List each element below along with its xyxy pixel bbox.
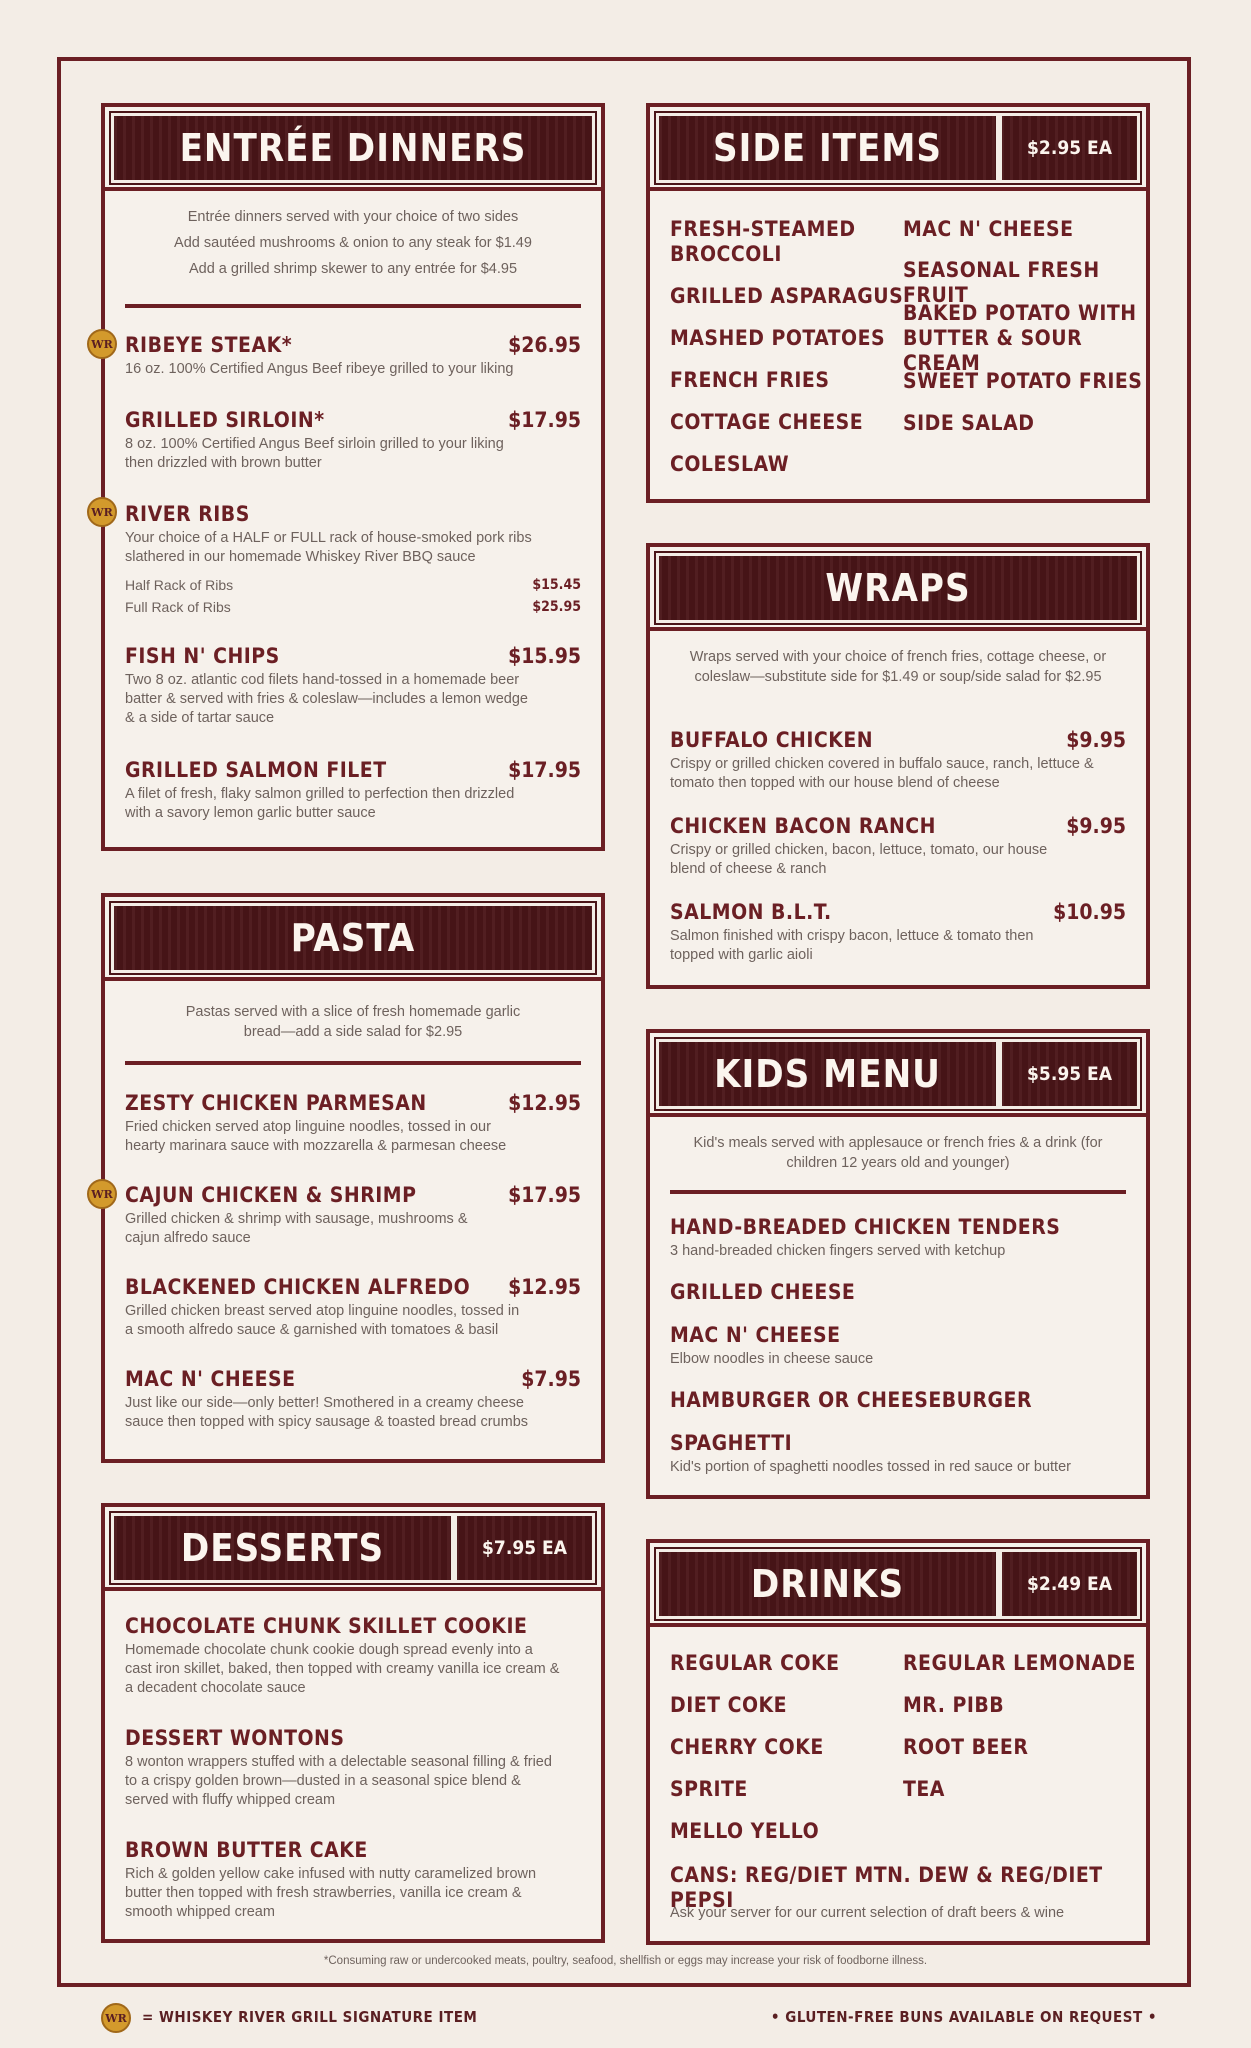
- disclaimer: *Consuming raw or undercooked meats, poultry, seafood, shellfish or eggs may increase your risk of foodborne illness.: [323, 1955, 928, 1967]
- section-price: $2.95 EA: [996, 116, 1137, 180]
- drink-item: REGULAR LEMONADE: [903, 1651, 1136, 1675]
- menu-item: [670, 1322, 1126, 1369]
- item-desc: Grilled chicken breast served atop linguine noodles, tossed in a smooth alfredo sauce & garnished with tomatoes & basil: [125, 1303, 520, 1338]
- signature-badge-icon: WR: [87, 329, 117, 359]
- item-desc: A filet of fresh, flaky salmon grilled to perfection then drizzled with a savory lemon garlic butter sauce: [125, 786, 515, 821]
- drinks-panel: [646, 1539, 1150, 1945]
- menu-item: [125, 501, 581, 567]
- section-price: $2.49 EA: [996, 1552, 1137, 1616]
- signature-badge-icon: WR: [101, 2003, 131, 2033]
- side-item: SWEET POTATO FRIES: [903, 369, 1143, 393]
- item-desc: Crispy or grilled chicken covered in buffalo sauce, ranch, lettuce & tomato then topped with our house blend of cheese: [670, 756, 1094, 791]
- header-divider: [105, 187, 601, 191]
- header-divider: [105, 977, 601, 981]
- drink-item: MELLO YELLO: [670, 1819, 820, 1843]
- note-line: Pastas served with a slice of fresh homemade garlic bread—add a side salad for $2.95: [185, 1004, 521, 1040]
- sides-panel: [646, 103, 1150, 503]
- option-price: $15.45: [532, 577, 581, 593]
- side-item: COTTAGE CHEESE: [670, 410, 864, 434]
- item-desc: 8 oz. 100% Certified Angus Beef sirloin grilled to your liking then drizzled with brown butter: [125, 436, 504, 471]
- note-line: Wraps served with your choice of french fries, cottage cheese, or coleslaw—substitute side for $1.49 or soup/side salad for $2.95: [689, 649, 1107, 685]
- item-name: HAMBURGER OR CHEESEBURGER: [670, 1388, 1033, 1412]
- menu-item: [125, 1274, 581, 1340]
- item-desc: 16 oz. 100% Certified Angus Beef ribeye grilled to your liking: [125, 361, 514, 377]
- item-name: BROWN BUTTER CAKE: [125, 1838, 368, 1862]
- section-rule: [670, 1190, 1126, 1194]
- desserts-panel: [101, 1503, 605, 1943]
- side-item: SEASONAL FRESH FRUIT: [903, 258, 1100, 307]
- item-name: GRILLED SIRLOIN*: [125, 408, 325, 432]
- drink-item: MR. PIBB: [903, 1693, 1005, 1717]
- item-desc: Homemade chocolate chunk cookie dough spread evenly into a cast iron skillet, baked, then topped with creamy vanilla ice cream & a decadent chocolate sauce: [125, 1642, 560, 1696]
- section-rule: [125, 1061, 581, 1065]
- drink-item: ROOT BEER: [903, 1735, 1029, 1759]
- item-desc: 8 wonton wrappers stuffed with a delectable seasonal filling & fried to a crispy golden brown—dusted in a seasonal spice blend & served with fluffy whipped cream: [125, 1754, 552, 1808]
- signature-badge-icon: WR: [87, 1179, 117, 1209]
- menu-item: [125, 1090, 581, 1156]
- item-name: BLACKENED CHICKEN ALFREDO: [125, 1275, 471, 1299]
- item-desc: Rich & golden yellow cake infused with nutty caramelized brown butter then topped with fresh strawberries, vanilla ice cream & smooth whipped cream: [125, 1866, 537, 1920]
- item-desc: 3 hand-breaded chicken fingers served with ketchup: [670, 1243, 1006, 1259]
- item-price: $17.95: [508, 408, 581, 432]
- gluten-free-note: • GLUTEN-FREE BUNS AVAILABLE ON REQUEST •: [770, 2008, 1157, 2026]
- wraps-panel: [646, 543, 1150, 989]
- wraps-header: [656, 553, 1140, 623]
- menu-item: [670, 727, 1126, 793]
- signature-badge-icon: WR: [87, 497, 117, 527]
- header-divider: [105, 1587, 601, 1591]
- drink-item: REGULAR COKE: [670, 1651, 840, 1675]
- item-name: BUFFALO CHICKEN: [670, 728, 874, 752]
- drink-item: CHERRY COKE: [670, 1735, 824, 1759]
- item-desc: Just like our side—only better! Smothered in a creamy cheese sauce then topped with spicy sausage & toasted bread crumbs: [125, 1395, 529, 1430]
- desserts-header: [111, 1513, 595, 1583]
- header-divider: [650, 187, 1146, 191]
- menu-item: [125, 1725, 581, 1810]
- entree-panel: [101, 103, 605, 851]
- entree-header: [111, 113, 595, 183]
- entree-notes: [125, 207, 581, 279]
- side-item: FRESH-STEAMED BROCCOLI: [670, 217, 856, 266]
- kids-panel: [646, 1029, 1150, 1499]
- item-name: MAC N' CHEESE: [125, 1367, 296, 1391]
- pasta-note: [185, 1002, 521, 1042]
- item-price: $9.95: [1066, 728, 1126, 752]
- item-name: RIBEYE STEAK*: [125, 333, 293, 357]
- item-name: HAND-BREADED CHICKEN TENDERS: [670, 1215, 1061, 1239]
- section-title: KIDS MENU: [714, 1052, 941, 1096]
- item-price: $10.95: [1053, 900, 1126, 924]
- note-line: Add sautéed mushrooms & onion to any steak for $1.49: [174, 235, 532, 251]
- kids-header: [656, 1039, 1140, 1109]
- item-name: FISH N' CHIPS: [125, 644, 280, 668]
- menu-item: [125, 1613, 581, 1698]
- item-desc: Fried chicken served atop linguine noodles, tossed in our hearty marinara sauce with mozzarella & parmesan cheese: [125, 1119, 507, 1154]
- menu-item: [670, 1430, 1126, 1477]
- side-item: COLESLAW: [670, 452, 790, 476]
- item-price: $26.95: [508, 333, 581, 357]
- menu-item: [670, 1214, 1126, 1261]
- wraps-note: [676, 647, 1120, 687]
- side-item: SIDE SALAD: [903, 411, 1035, 435]
- drink-item: DIET COKE: [670, 1693, 788, 1717]
- item-name: GRILLED SALMON FILET: [125, 758, 387, 782]
- drink-cans: CANS: REG/DIET MTN. DEW & REG/DIET PEPSI: [670, 1863, 1103, 1912]
- kids-note: [690, 1133, 1106, 1173]
- pasta-header: [111, 903, 595, 973]
- item-price: $12.95: [508, 1275, 581, 1299]
- option-price: $25.95: [532, 599, 581, 615]
- item-price: $17.95: [508, 758, 581, 782]
- side-item: BAKED POTATO WITH BUTTER & SOUR CREAM: [903, 301, 1137, 375]
- section-title: SIDE ITEMS: [712, 126, 943, 170]
- item-desc: Grilled chicken & shrimp with sausage, mushrooms & cajun alfredo sauce: [125, 1211, 468, 1246]
- menu-item: [125, 407, 581, 473]
- section-title: WRAPS: [825, 566, 971, 610]
- item-desc: Crispy or grilled chicken, bacon, lettuce, tomato, our house blend of cheese & ranch: [670, 842, 1048, 877]
- side-item: MASHED POTATOES: [670, 326, 886, 350]
- header-divider: [650, 627, 1146, 631]
- menu-item: [670, 1279, 1126, 1305]
- item-desc: Kid's portion of spaghetti noodles tossed in red sauce or butter: [670, 1459, 1071, 1475]
- section-title: DESSERTS: [180, 1526, 385, 1570]
- section-title: ENTRÉE DINNERS: [179, 126, 527, 170]
- item-name: GRILLED CHEESE: [670, 1280, 856, 1304]
- section-rule: [125, 304, 581, 308]
- side-item: MAC N' CHEESE: [903, 217, 1074, 241]
- note-line: Add a grilled shrimp skewer to any entrée for $4.95: [188, 261, 518, 277]
- section-title: DRINKS: [750, 1562, 905, 1606]
- section-price: $5.95 EA: [996, 1042, 1137, 1106]
- pasta-panel: [101, 893, 605, 1463]
- drinks-header: [656, 1549, 1140, 1619]
- drink-item: TEA: [903, 1777, 945, 1801]
- item-name: RIVER RIBS: [125, 502, 250, 526]
- item-desc: Elbow noodles in cheese sauce: [670, 1351, 874, 1367]
- menu-item: [125, 1837, 581, 1922]
- menu-item: [125, 643, 581, 728]
- item-name: CAJUN CHICKEN & SHRIMP: [125, 1183, 417, 1207]
- menu-item: [670, 813, 1126, 879]
- item-price: $7.95: [521, 1367, 581, 1391]
- header-divider: [650, 1113, 1146, 1117]
- item-desc: Two 8 oz. atlantic cod filets hand-tossed in a homemade beer batter & served with fries & coleslaw—includes a lemon wedge & a side of tartar sauce: [125, 672, 528, 726]
- note-line: Entrée dinners served with your choice of two sides: [187, 209, 519, 225]
- item-price: $17.95: [508, 1183, 581, 1207]
- menu-item: [670, 1387, 1126, 1413]
- item-name: SPAGHETTI: [670, 1431, 793, 1455]
- menu-item: [670, 899, 1126, 965]
- header-divider: [650, 1623, 1146, 1627]
- item-name: SALMON B.L.T.: [670, 900, 832, 924]
- option-label: Half Rack of Ribs: [125, 577, 234, 593]
- item-name: ZESTY CHICKEN PARMESAN: [125, 1091, 427, 1115]
- side-item: GRILLED ASPARAGUS: [670, 284, 904, 308]
- item-name: CHICKEN BACON RANCH: [670, 814, 936, 838]
- sides-header: [656, 113, 1140, 183]
- menu-item: [125, 757, 581, 823]
- section-price: $7.95 EA: [451, 1516, 592, 1580]
- note-line: Kid's meals served with applesauce or french fries & a drink (for children 12 years old and younger): [693, 1135, 1103, 1171]
- side-item: FRENCH FRIES: [670, 368, 830, 392]
- item-price: $12.95: [508, 1091, 581, 1115]
- section-title: PASTA: [290, 916, 416, 960]
- signature-legend: = WHISKEY RIVER GRILL SIGNATURE ITEM: [142, 2008, 478, 2026]
- menu-item: [125, 1182, 581, 1248]
- ribs-option: [125, 599, 581, 615]
- drink-item: SPRITE: [670, 1777, 748, 1801]
- item-desc: Your choice of a HALF or FULL rack of house-smoked pork ribs slathered in our homemade Whiskey River BBQ sauce: [125, 530, 532, 565]
- item-desc: Salmon finished with crispy bacon, lettuce & tomato then topped with garlic aioli: [670, 928, 1034, 963]
- item-name: MAC N' CHEESE: [670, 1323, 841, 1347]
- item-price: $9.95: [1066, 814, 1126, 838]
- menu-item: [125, 1366, 581, 1432]
- menu-item: [125, 332, 581, 379]
- item-name: CHOCOLATE CHUNK SKILLET COOKIE: [125, 1614, 528, 1638]
- option-label: Full Rack of Ribs: [125, 599, 231, 615]
- item-name: DESSERT WONTONS: [125, 1726, 345, 1750]
- ribs-option: [125, 577, 581, 593]
- drinks-note: Ask your server for our current selection of draft beers & wine: [670, 1905, 1065, 1921]
- item-price: $15.95: [508, 644, 581, 668]
